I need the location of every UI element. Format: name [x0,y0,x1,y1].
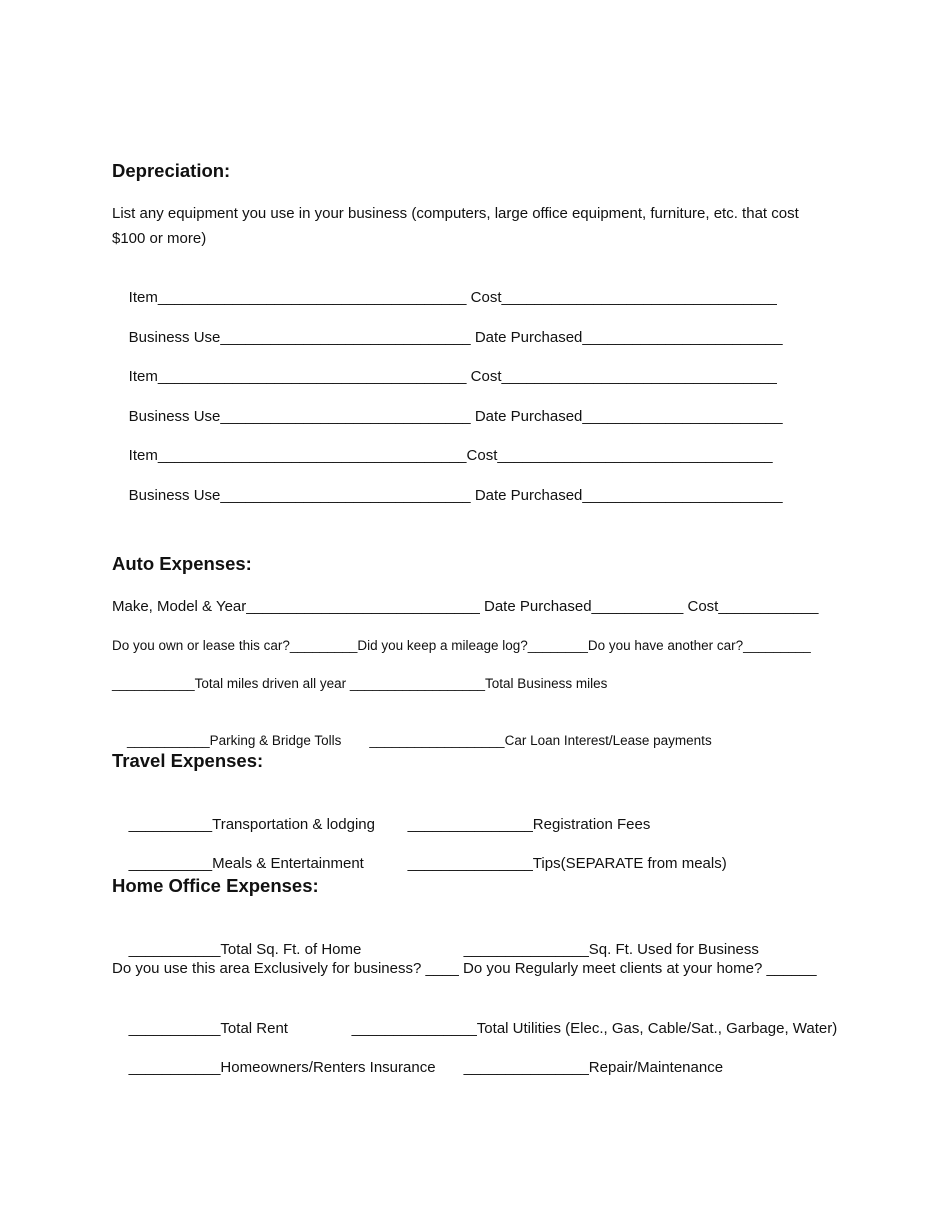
business-use-field[interactable]: Business Use______________________________ [128,329,471,346]
registration-fees-field[interactable]: _______________Registration Fees [407,816,651,833]
cost-field[interactable]: Cost_________________________________ [466,447,773,464]
parking-tolls-field[interactable]: ___________Parking & Bridge Tolls [127,733,342,748]
business-use-field[interactable]: Business Use______________________________ [128,408,471,425]
home-office-questions[interactable]: Do you use this area Exclusively for business? ____ Do you Regularly meet clients at your home? ______ [112,960,817,977]
date-purchased-field[interactable]: Date Purchased________________________ [470,329,783,346]
travel-expenses-heading: Travel Expenses: [112,750,264,771]
business-sqft-field[interactable]: _______________Sq. Ft. Used for Business [463,941,759,958]
insurance-field[interactable]: ___________Homeowners/Renters Insurance [128,1059,436,1076]
date-purchased-field[interactable]: Date Purchased________________________ [470,408,783,425]
auto-miles-line[interactable]: ___________Total miles driven all year __________________Total Business miles [112,676,608,691]
transportation-field[interactable]: __________Transportation & lodging [128,816,375,833]
total-rent-field[interactable]: ___________Total Rent [128,1020,288,1037]
depreciation-intro-cont: $100 or more) [112,230,207,247]
repair-maintenance-field[interactable]: _______________Repair/Maintenance [463,1059,724,1076]
auto-questions-line[interactable]: Do you own or lease this car?_________Did you keep a mileage log?________Do you have another car?_________ [112,638,811,653]
home-office-heading: Home Office Expenses: [112,875,319,896]
item-field[interactable]: Item_____________________________________ [128,447,467,464]
car-loan-field[interactable]: __________________Car Loan Interest/Lease payments [369,733,712,748]
cost-field[interactable]: Cost_________________________________ [466,368,777,385]
auto-expenses-heading: Auto Expenses: [112,553,252,574]
meals-field[interactable]: __________Meals & Entertainment [128,855,364,872]
item-field[interactable]: Item_____________________________________ [128,289,467,306]
cost-field[interactable]: Cost_________________________________ [466,289,777,306]
home-office-line-4 [112,1038,723,1098]
depreciation-intro: List any equipment you use in your business (computers, large office equipment, furniture, etc. that cost [112,205,799,222]
total-utilities-field[interactable]: _______________Total Utilities (Elec., Gas, Cable/Sat., Garbage, Water) [351,1020,838,1037]
business-use-field[interactable]: Business Use______________________________ [128,487,471,504]
depreciation-heading: Depreciation: [112,160,231,181]
equipment-row-6 [112,466,783,526]
auto-make-model-line[interactable]: Make, Model & Year____________________________ Date Purchased___________ Cost____________ [112,598,819,615]
tips-field[interactable]: _______________Tips(SEPARATE from meals) [407,855,727,872]
total-sqft-field[interactable]: ___________Total Sq. Ft. of Home [128,941,362,958]
date-purchased-field[interactable]: Date Purchased________________________ [470,487,783,504]
item-field[interactable]: Item_____________________________________ [128,368,467,385]
